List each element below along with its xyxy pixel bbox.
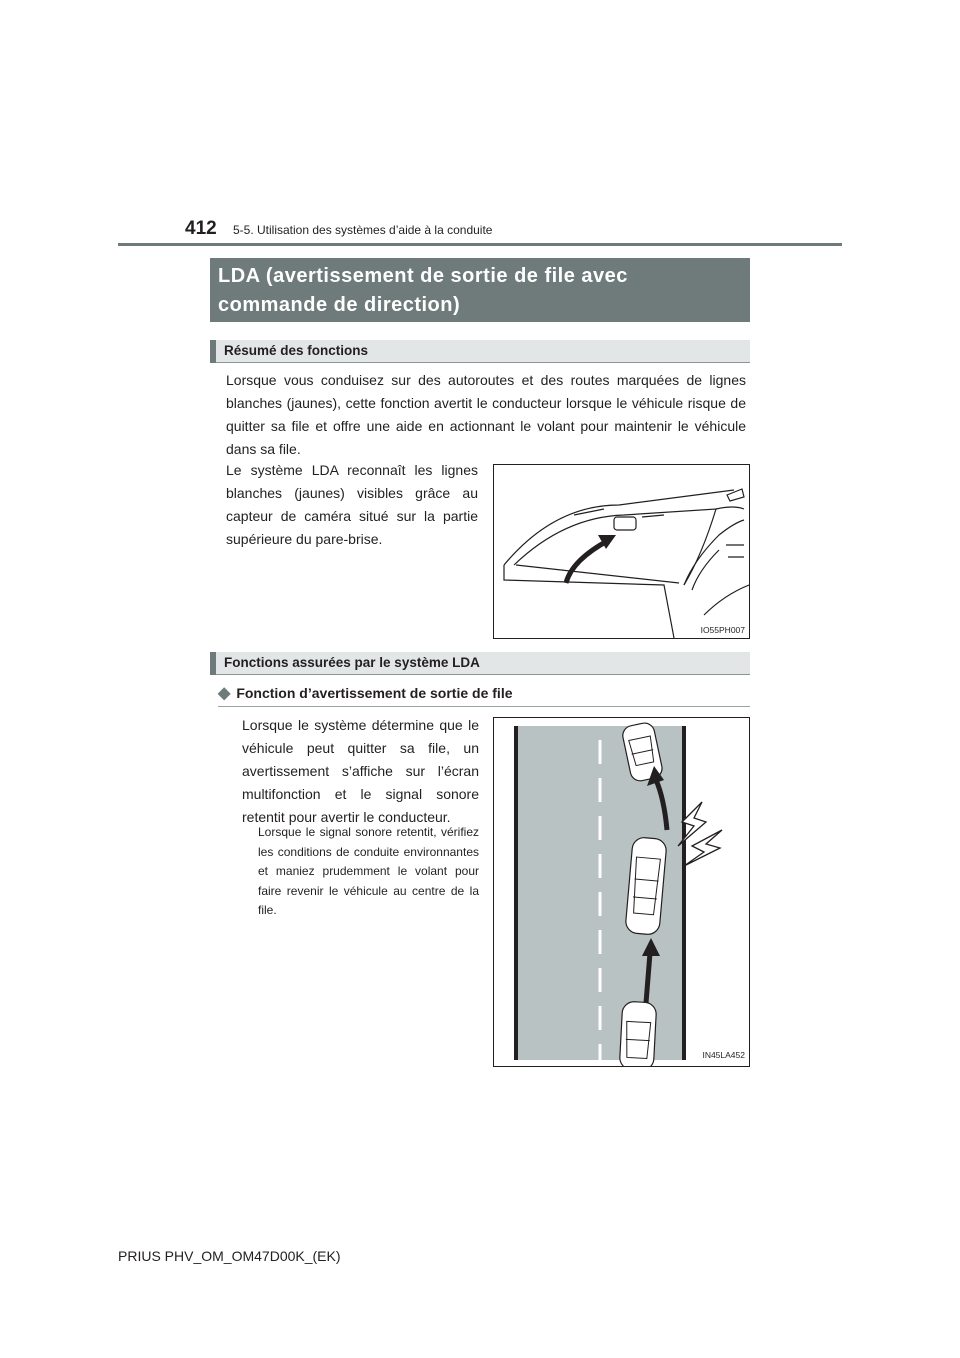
warning-note: Lorsque le signal sonore retentit, vérifiez les conditions de conduite environnantes et maniez prudemment le volant pour faire revenir le véhicule au centre de la file. (258, 825, 479, 917)
functions-heading: Fonctions assurées par le système LDA (224, 655, 480, 670)
summary-heading: Résumé des fonctions (224, 343, 369, 358)
windshield-camera-figure (493, 464, 750, 639)
heading-marker (210, 340, 216, 363)
diamond-icon: ◆ (218, 685, 231, 702)
figure-code: IN45LA452 (702, 1050, 745, 1060)
camera-paragraph: Le système LDA reconnaît les lignes blanches (jaunes) visibles grâce au capteur de caméra situé sur la partie supérieure du pare-brise. (226, 462, 478, 547)
chapter-title: 5-5. Utilisation des systèmes d’aide à la conduite (233, 223, 493, 237)
road-illustration (494, 718, 749, 1066)
summary-heading-bar (210, 340, 750, 363)
figure-code: IO55PH007 (700, 625, 745, 635)
page-number: 412 (185, 218, 217, 239)
document-footer: PRIUS PHV_OM_OM47D00K_(EK) (118, 1248, 341, 1264)
section-title: LDA (avertissement de sortie de file avec commande de direction) (210, 258, 750, 322)
warning-paragraph: Lorsque le système détermine que le véhicule peut quitter sa file, un avertissement s’affiche sur l’écran multifonction et le signal sonore retentit pour avertir le conducteur. (242, 717, 479, 825)
subheading-rule (218, 706, 750, 707)
lane-departure-subheading: ◆ Fonction d’avertissement de sortie de file (218, 685, 513, 702)
windshield-illustration (494, 465, 749, 638)
lane-departure-figure (493, 717, 750, 1067)
heading-marker (210, 652, 216, 675)
summary-paragraph: Lorsque vous conduisez sur des autoroutes et des routes marquées de lignes blanches (jaunes), cette fonction avertit le conducteur lorsque le véhicule risque de quitter sa file et offre une aide en actionnant le volant pour maintenir le véhicule dans sa file. (226, 372, 746, 457)
header-rule (118, 243, 842, 246)
functions-heading-bar (210, 652, 750, 675)
